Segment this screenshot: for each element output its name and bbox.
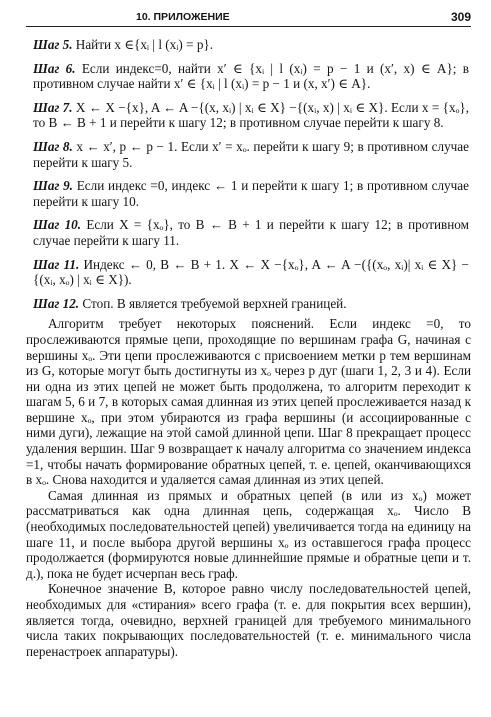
paragraph-longest-chain: Самая длинная из прямых и обратных цепей (в или из xₒ) может рассматриваться как одна длинная цепь, содержащая xₒ. Число B (необходимых последовательностей цепей) увеличивается тогда на единицу на шаге 11, и после выбора другой вершины xₒ из оставшегося графа процесс продолжается (формируются новые длиннейшие прямые и обратные цепи и т. д.), пока не будет исчерпан весь граф. [26,487,471,581]
step-text: Если X = {xₒ}, то B ← B + 1 и перейти к шагу 12; в противном случае перейти к шагу 11. [33,217,469,248]
algorithm-step-8 [26,139,471,170]
algorithm-step-6 [26,61,471,92]
step-label: Шаг 10. [33,217,82,233]
step-text: Если индекс=0, найти x′ ∈ {xᵢ | l (xᵢ) = p − 1 и (x′, x) ∈ A}; в противном случае найти x′ ∈ {xᵢ | l (xᵢ) = p − 1 и (x, x′) ∈ A}. [33,60,469,92]
algorithm-step-12 [26,296,471,312]
step-label: Шаг 7. [33,99,73,115]
algorithm-step-5 [26,37,471,53]
step-label: Шаг 11. [33,256,80,272]
step-text: Индекс ← 0, B ← B + 1. X ← X −{xₒ}, A ← A −({(xₒ, xᵢ)| xᵢ ∈ X} −{(xᵢ, xₒ) | xᵢ ∈ X}). [33,256,469,288]
step-text: x ← x′, p ← p − 1. Если x′ = xₒ. перейти к шагу 9; в противном случае перейти к шагу 5. [33,138,470,170]
algorithm-step-10 [26,217,471,248]
step-label: Шаг 6. [33,60,76,76]
algorithm-step-7 [26,100,471,131]
book-page [26,8,471,659]
step-text: X ← X −{x}, A ← A −{(x, xᵢ) | xᵢ ∈ X} −{(xᵢ, x) | xᵢ ∈ X}. Если x = {xₒ}, то B ← B + 1 и перейти к шагу 12; в противном случае перейти к шагу 8. [33,99,469,131]
step-label: Шаг 9. [33,178,73,194]
chapter-title: 10. ПРИЛОЖЕНИЕ [136,11,230,23]
page-number: 309 [450,10,471,24]
step-text: Найти x ∈{xᵢ | l (xᵢ) = p}. [72,37,214,52]
step-text: Стоп. B является требуемой верхней границей. [79,295,347,311]
paragraph-explanation: Алгоритм требует некоторых пояснений. Если индекс =0, то прослеживаются прямые цепи, проходящие по вершинам графа G, начиная с вершины xₒ. Эти цепи прослеживаются с присвоением метки p тем вершинам из G, которые могут быть достигнуты из xₒ через p дуг (шаги 1, 2, 3 и 4). Если ни одна из этих цепей не может быть продолжена, то алгоритм переходит к шагам 5, 6 и 7, в которых самая длинная из этих цепей прослеживается назад к вершине xₒ, при этом убираются из графа вершины (и ассоциированные с ними дуги), лежащие на этой самой длинной цепи. Шаг 8 прекращает процесс удаления вершин. Шаг 9 возвращает к началу алгоритма со значением индекса =1, чтобы начать формирование обратных цепей, т. е. цепей, оканчивающихся в xₒ. Снова находится и удаляется самая длинная из этих цепей. [26,316,471,488]
running-header [26,8,471,27]
algorithm-step-9 [26,178,471,209]
step-label: Шаг 12. [33,295,80,311]
algorithm-step-11 [26,257,471,288]
step-label: Шаг 8. [33,138,73,154]
step-label: Шаг 5. [33,37,73,52]
page-body [26,37,471,659]
paragraph-final-value: Конечное значение B, которое равно числу последовательностей цепей, необходимых для «стирания» всего графа (т. е. для покрытия всех вершин), является тогда, очевидно, верхней границей для требуемого минимального числа таких покрывающих последовательностей (т. е. минимального числа перенастроек аппаратуры). [26,581,471,659]
step-text: Если индекс =0, индекс ← 1 и перейти к шагу 1; в противном случае перейти к шагу 10. [33,178,469,209]
